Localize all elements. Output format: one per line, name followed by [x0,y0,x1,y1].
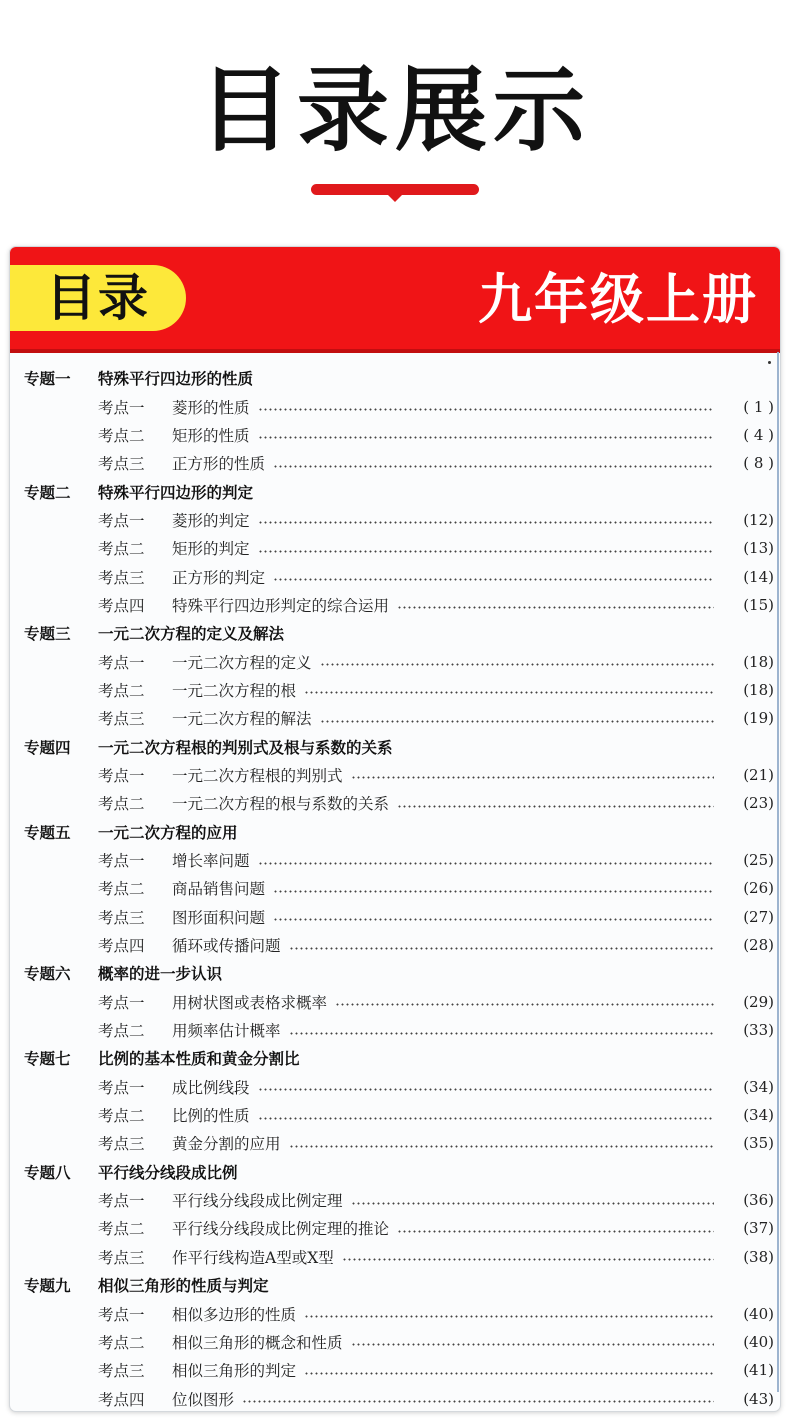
page-number: (29) [743,992,774,1011]
topic-row [24,1158,776,1186]
key-point-row [24,1101,776,1129]
dot-leader [397,805,714,808]
key-point-number: 考点一 [98,852,145,871]
key-point-number: 考点三 [98,1362,145,1381]
dot-leader [258,550,714,553]
page-number: (18) [743,680,774,699]
key-point-number: 考点三 [98,455,145,474]
topic-title: 相似三角形的性质与判定 [98,1277,269,1296]
key-point-row [24,647,776,675]
topic-number: 专题八 [24,1163,71,1182]
dot-leader [304,691,714,694]
key-point-number: 考点一 [98,1078,145,1097]
key-point-number: 考点三 [98,1135,145,1154]
key-point-row [24,676,776,704]
key-point-title: 作平行线构造A型或X型 [172,1248,334,1267]
page-number: (23) [743,794,774,813]
page-number: ( 1 ) [743,397,774,416]
dot-leader [273,465,714,468]
dot-leader [273,578,714,581]
topic-row [24,619,776,647]
page-number: (27) [743,907,774,926]
key-point-title: 一元二次方程的根 [172,681,297,700]
dot-leader [351,776,714,779]
dot-leader [342,1258,714,1261]
page-number: (34) [743,1106,774,1125]
key-point-number: 考点三 [98,1248,145,1267]
key-point-title: 一元二次方程根的判别式 [172,766,343,785]
key-point-title: 菱形的性质 [172,398,250,417]
dot-leader [335,1003,714,1006]
key-point-row [24,1186,776,1214]
dot-leader [258,436,714,439]
key-point-row [24,846,776,874]
toc-header [10,247,780,353]
dot-leader [397,606,714,609]
key-point-number: 考点二 [98,1022,145,1041]
key-point-row [24,1214,776,1242]
page-number: (43) [743,1389,774,1408]
topic-row [24,1271,776,1299]
key-point-number: 考点三 [98,568,145,587]
page-number: (34) [743,1077,774,1096]
topic-title: 特殊平行四边形的判定 [98,483,254,502]
topic-title: 一元二次方程的定义及解法 [98,625,285,644]
key-point-title: 平行线分线段成比例定理的推论 [172,1220,390,1239]
grade-title: 九年级上册 [478,268,758,331]
key-point-number: 考点四 [98,1390,145,1409]
key-point-row [24,534,776,562]
key-point-row [24,1016,776,1044]
topic-number: 专题三 [24,625,71,644]
toc-label: 目录 [10,265,186,331]
key-point-title: 一元二次方程的根与系数的关系 [172,795,390,814]
topic-row [24,732,776,760]
key-point-row [24,591,776,619]
key-point-number: 考点四 [98,596,145,615]
dot-leader [351,1202,714,1205]
page-number: (41) [743,1361,774,1380]
table-of-contents [24,364,776,1413]
key-point-title: 一元二次方程的定义 [172,653,312,672]
key-point-row [24,1384,776,1412]
key-point-row [24,421,776,449]
page-number: (35) [743,1134,774,1153]
page-number: (40) [743,1332,774,1351]
key-point-row [24,704,776,732]
topic-title: 平行线分线段成比例 [98,1163,238,1182]
key-point-row [24,931,776,959]
page-number: (14) [743,567,774,586]
key-point-title: 相似三角形的概念和性质 [172,1333,343,1352]
topic-title: 一元二次方程的应用 [98,823,238,842]
key-point-row [24,1129,776,1157]
key-point-row [24,1356,776,1384]
dot-leader [258,1088,714,1091]
dot-leader [258,862,714,865]
page-number: (21) [743,765,774,784]
key-point-row [24,874,776,902]
key-point-title: 黄金分割的应用 [172,1135,281,1154]
key-point-title: 一元二次方程的解法 [172,710,312,729]
key-point-title: 成比例线段 [172,1078,250,1097]
dot-leader [258,521,714,524]
dot-leader [304,1315,714,1318]
key-point-number: 考点三 [98,908,145,927]
topic-number: 专题五 [24,823,71,842]
topic-number: 专题一 [24,370,71,389]
key-point-number: 考点三 [98,710,145,729]
key-point-number: 考点二 [98,540,145,559]
key-point-number: 考点一 [98,398,145,417]
topic-row [24,364,776,392]
key-point-number: 考点一 [98,1192,145,1211]
page-number: ( 4 ) [743,425,774,444]
key-point-title: 相似三角形的判定 [172,1362,297,1381]
key-point-number: 考点二 [98,795,145,814]
dot-leader [289,947,714,950]
page-title: 目录展示 [198,57,591,164]
topic-title: 概率的进一步认识 [98,965,223,984]
key-point-row [24,789,776,817]
key-point-title: 循环或传播问题 [172,937,281,956]
topic-title: 特殊平行四边形的性质 [98,370,254,389]
key-point-title: 位似图形 [172,1390,235,1409]
topic-title: 一元二次方程根的判别式及根与系数的关系 [98,738,393,757]
dot-leader [320,720,714,723]
page-number: (33) [743,1021,774,1040]
key-point-row [24,1328,776,1356]
page-number: ( 8 ) [743,454,774,473]
topic-number: 专题四 [24,738,71,757]
key-point-row [24,761,776,789]
key-point-row [24,1073,776,1101]
page-number: (36) [743,1191,774,1210]
page-number: (18) [743,652,774,671]
right-border-rule [777,352,779,1392]
key-point-title: 用频率估计概率 [172,1022,281,1041]
key-point-title: 相似多边形的性质 [172,1305,297,1324]
dot-leader [258,408,714,411]
key-point-number: 考点一 [98,511,145,530]
topic-number: 专题二 [24,483,71,502]
dot-leader [397,1230,714,1233]
dot-leader [273,918,714,921]
key-point-title: 商品销售问题 [172,880,266,899]
key-point-title: 正方形的判定 [172,568,266,587]
key-point-number: 考点二 [98,1333,145,1352]
dot-leader [258,1117,714,1120]
key-point-row [24,1299,776,1327]
page-number: (26) [743,879,774,898]
dot-leader [320,663,714,666]
page-number: (12) [743,510,774,529]
key-point-title: 比例的性质 [172,1107,250,1126]
page-number: (28) [743,936,774,955]
topic-number: 专题九 [24,1277,71,1296]
key-point-title: 特殊平行四边形判定的综合运用 [172,596,390,615]
key-point-number: 考点二 [98,426,145,445]
topic-row [24,477,776,505]
key-point-number: 考点二 [98,880,145,899]
key-point-number: 考点一 [98,766,145,785]
key-point-title: 正方形的性质 [172,455,266,474]
key-point-number: 考点二 [98,1220,145,1239]
title-underline-notch [387,194,403,202]
page-number: (15) [743,595,774,614]
page-number: (38) [743,1247,774,1266]
dot-leader [273,890,714,893]
key-point-number: 考点二 [98,1107,145,1126]
topic-number: 专题六 [24,965,71,984]
dot-leader [351,1343,714,1346]
topic-number: 专题七 [24,1050,71,1069]
page-number: (40) [743,1304,774,1323]
key-point-row [24,506,776,534]
page-number: (19) [743,709,774,728]
topic-row [24,959,776,987]
page-number: (37) [743,1219,774,1238]
key-point-row [24,392,776,420]
key-point-title: 矩形的性质 [172,426,250,445]
key-point-title: 平行线分线段成比例定理 [172,1192,343,1211]
key-point-title: 图形面积问题 [172,908,266,927]
topic-row [24,818,776,846]
dot-leader [304,1372,714,1375]
page-number: (13) [743,539,774,558]
key-point-row [24,1243,776,1271]
key-point-row [24,562,776,590]
key-point-number: 考点二 [98,681,145,700]
key-point-row [24,903,776,931]
key-point-title: 菱形的判定 [172,511,250,530]
key-point-row [24,988,776,1016]
key-point-number: 考点一 [98,993,145,1012]
dot-leader [289,1032,714,1035]
topic-title: 比例的基本性质和黄金分割比 [98,1050,300,1069]
page-number: (25) [743,851,774,870]
dot-leader [242,1400,714,1403]
topic-row [24,1044,776,1072]
key-point-number: 考点一 [98,1305,145,1324]
key-point-number: 考点四 [98,937,145,956]
key-point-title: 矩形的判定 [172,540,250,559]
key-point-title: 增长率问题 [172,852,250,871]
dot-leader [289,1145,714,1148]
key-point-row [24,449,776,477]
key-point-number: 考点一 [98,653,145,672]
key-point-title: 用树状图或表格求概率 [172,993,328,1012]
